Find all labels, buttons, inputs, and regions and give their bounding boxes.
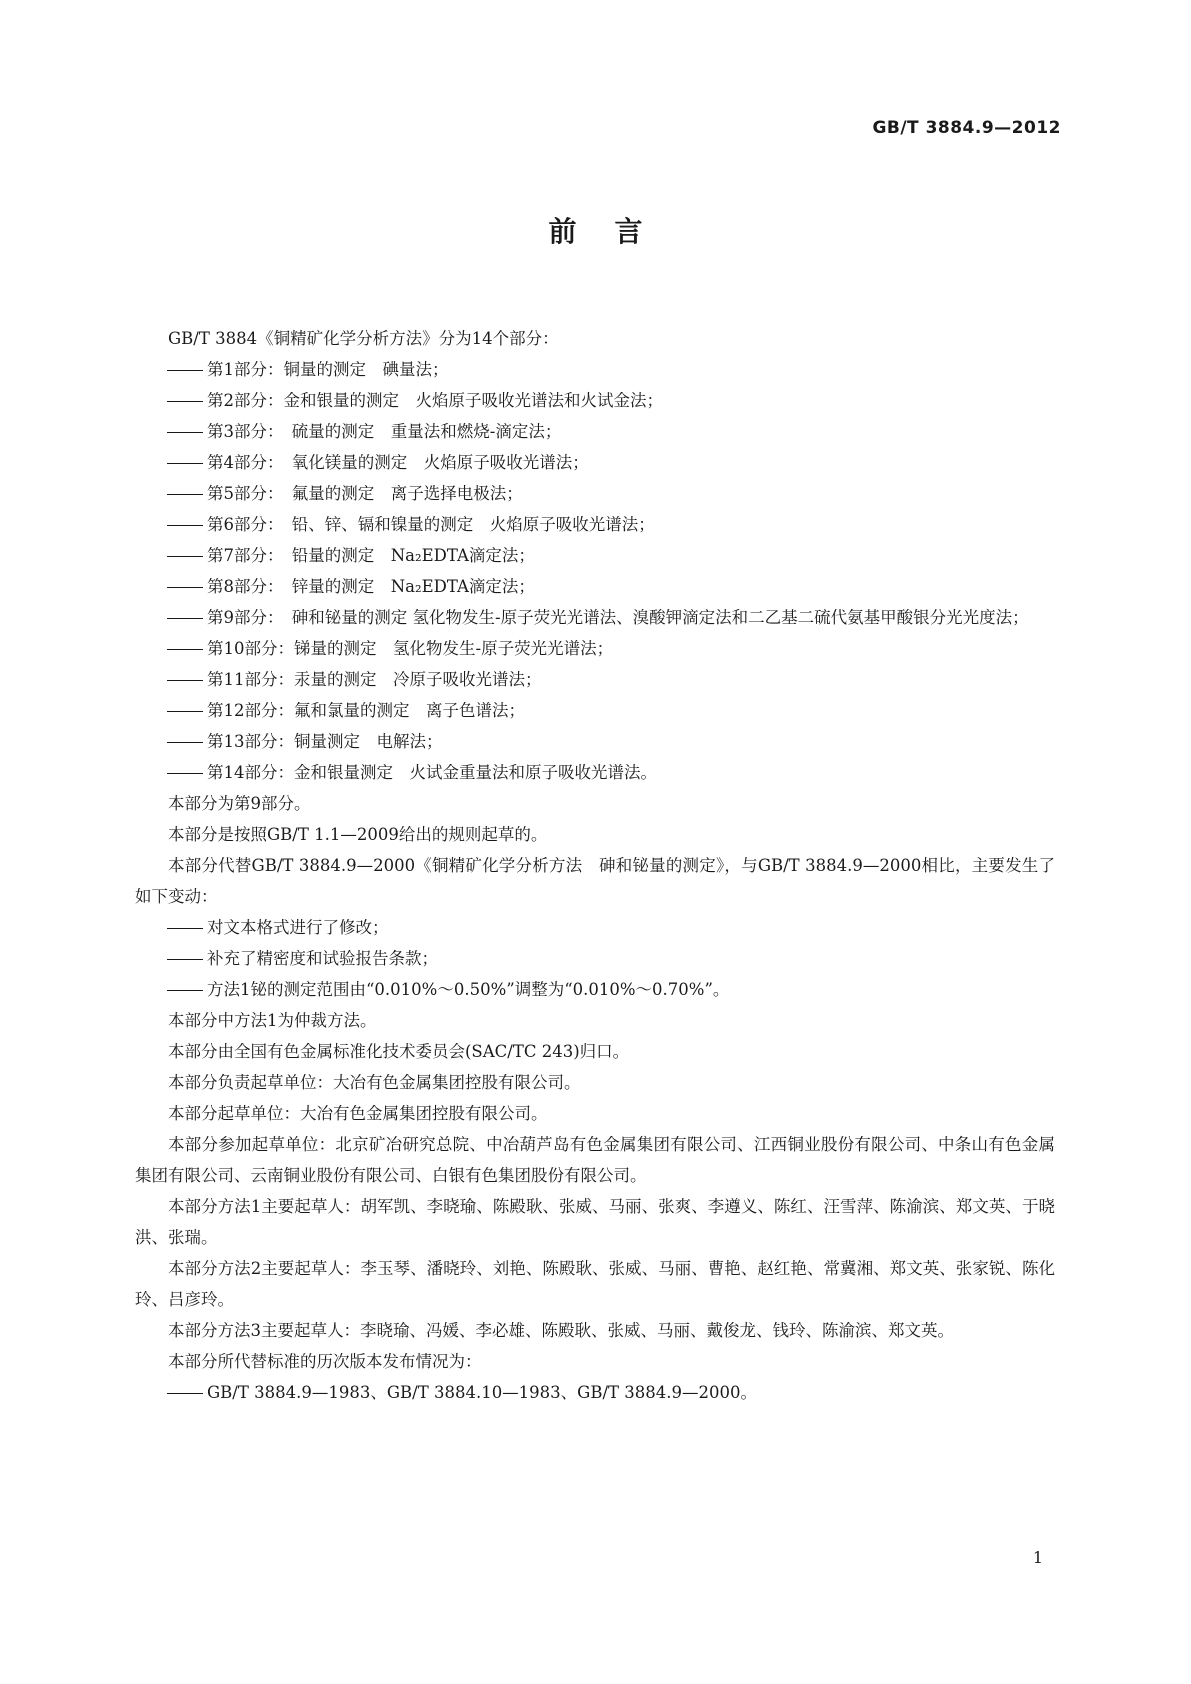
participating-units-paragraph: 本部分参加起草单位：北京矿冶研究总院、中冶葫芦岛有色金属集团有限公司、江西铜业股份有限公司、中条山有色金属集团有限公司、云南铜业股份有限公司、白银有色集团股份有限公司。 (135, 1135, 1055, 1185)
em-dash (167, 494, 203, 495)
history-item: GB/T 3884.9—1983、GB/T 3884.10—1983、GB/T 3884.9—2000。 (135, 1377, 1055, 1408)
part-number-paragraph: 本部分为第9部分。 (168, 794, 311, 813)
part-item: 第13部分：铜量测定 电解法； (135, 726, 1055, 757)
arbitration-paragraph: 本部分中方法1为仲裁方法。 (168, 1011, 377, 1030)
part-item: 第8部分： 锌量的测定 Na₂EDTA滴定法； (135, 571, 1055, 602)
technical-committee-paragraph: 本部分由全国有色金属标准化技术委员会(SAC/TC 243)归口。 (168, 1042, 630, 1061)
part-item: 第12部分：氟和氯量的测定 离子色谱法； (135, 695, 1055, 726)
em-dash (167, 773, 203, 774)
part-item: 第3部分： 硫量的测定 重量法和燃烧-滴定法； (135, 416, 1055, 447)
history-paragraph: 本部分所代替标准的历次版本发布情况为： (168, 1352, 482, 1371)
em-dash (167, 556, 203, 557)
change-item: 对文本格式进行了修改； (135, 912, 1055, 943)
part-item: 第2部分：金和银量的测定 火焰原子吸收光谱法和火试金法； (135, 385, 1055, 416)
method2-drafters-paragraph: 本部分方法2主要起草人：李玉琴、潘晓玲、刘艳、陈殿耿、张威、马丽、曹艳、赵红艳、常冀湘、郑文英、张家锐、陈化玲、吕彦玲。 (135, 1259, 1055, 1309)
em-dash (167, 401, 203, 402)
drafting-rules-paragraph: 本部分是按照GB/T 1.1—2009给出的规则起草的。 (168, 825, 548, 844)
page-title: 前言 (548, 215, 681, 248)
em-dash (167, 618, 203, 619)
document-body (135, 323, 1055, 1408)
method1-drafters-paragraph: 本部分方法1主要起草人：胡军凯、李晓瑜、陈殿耿、张威、马丽、张爽、李遵义、陈红、汪雪萍、陈渝滨、郑文英、于晓洪、张瑞。 (135, 1197, 1055, 1247)
part-item: 第6部分： 铅、锌、镉和镍量的测定 火焰原子吸收光谱法； (135, 509, 1055, 540)
change-item: 方法1铋的测定范围由“0.010%～0.50%”调整为“0.010%～0.70%”。 (135, 974, 1055, 1005)
part-item: 第10部分：锑量的测定 氢化物发生-原子荧光光谱法； (135, 633, 1055, 664)
change-item: 补充了精密度和试验报告条款； (135, 943, 1055, 974)
page-number: 1 (1032, 1548, 1043, 1567)
part-item: 第14部分：金和银量测定 火试金重量法和原子吸收光谱法。 (135, 757, 1055, 788)
em-dash (167, 680, 203, 681)
em-dash (167, 742, 203, 743)
em-dash (167, 928, 203, 929)
part-item: 第7部分： 铅量的测定 Na₂EDTA滴定法； (135, 540, 1055, 571)
em-dash (167, 587, 203, 588)
em-dash (167, 1393, 203, 1394)
part-item: 第4部分： 氧化镁量的测定 火焰原子吸收光谱法； (135, 447, 1055, 478)
em-dash (167, 711, 203, 712)
part-item: 第11部分：汞量的测定 冷原子吸收光谱法； (135, 664, 1055, 695)
part-item: 第9部分： 砷和铋量的测定 氢化物发生-原子荧光光谱法、溴酸钾滴定法和二乙基二硫代氨基甲酸银分光光度法； (135, 602, 1055, 633)
em-dash (167, 649, 203, 650)
replacement-paragraph: 本部分代替GB/T 3884.9—2000《铜精矿化学分析方法 砷和铋量的测定》，与GB/T 3884.9—2000相比，主要发生了如下变动： (135, 856, 1055, 906)
em-dash (167, 432, 203, 433)
intro-paragraph: GB/T 3884《铜精矿化学分析方法》分为14个部分： (168, 329, 559, 348)
drafting-unit-paragraph: 本部分起草单位：大冶有色金属集团控股有限公司。 (168, 1104, 548, 1123)
em-dash (167, 370, 203, 371)
part-item: 第1部分：铜量的测定 碘量法； (135, 354, 1055, 385)
lead-unit-paragraph: 本部分负责起草单位：大冶有色金属集团控股有限公司。 (168, 1073, 581, 1092)
standard-number: GB/T 3884.9—2012 (872, 118, 1061, 138)
part-item: 第5部分： 氟量的测定 离子选择电极法； (135, 478, 1055, 509)
em-dash (167, 463, 203, 464)
method3-drafters-paragraph: 本部分方法3主要起草人：李晓瑜、冯媛、李必雄、陈殿耿、张威、马丽、戴俊龙、钱玲、陈渝滨、郑文英。 (168, 1321, 954, 1340)
em-dash (167, 525, 203, 526)
em-dash (167, 990, 203, 991)
em-dash (167, 959, 203, 960)
